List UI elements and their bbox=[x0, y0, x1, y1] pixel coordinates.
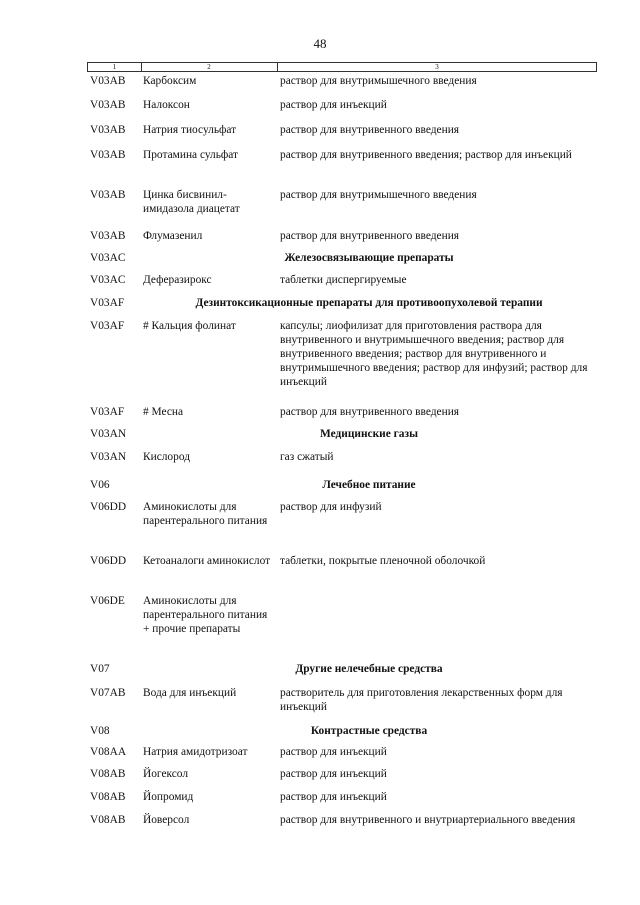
dosage-form: раствор для внутримышечного введения bbox=[280, 189, 477, 201]
atc-code: V08AB bbox=[90, 814, 126, 826]
drug-name: Флумазенил bbox=[143, 230, 203, 242]
atc-code: V03AB bbox=[90, 230, 126, 242]
atc-code: V03AF bbox=[90, 406, 125, 418]
page-number: 48 bbox=[313, 36, 327, 51]
dosage-form: раствор для внутривенного и внутриартериального введения bbox=[280, 814, 576, 826]
atc-code: V06 bbox=[90, 479, 110, 491]
drug-name: Йогексол bbox=[143, 768, 189, 780]
atc-code: V06DD bbox=[90, 501, 127, 513]
drug-name: Натрия амидотризоат bbox=[143, 746, 248, 758]
section-heading: Медицинские газы bbox=[320, 428, 418, 440]
dosage-form: раствор для внутривенного введения; раствор для инъекций bbox=[280, 149, 572, 161]
dosage-form: раствор для инъекций bbox=[280, 768, 387, 780]
atc-code: V08AB bbox=[90, 768, 126, 780]
dosage-form: раствор для инфузий bbox=[280, 501, 382, 513]
atc-code: V03AN bbox=[90, 451, 127, 463]
dosage-form: раствор для внутримышечного введения bbox=[280, 75, 477, 87]
dosage-form: таблетки, покрытые пленочной оболочкой bbox=[280, 555, 486, 567]
drug-name: Налоксон bbox=[143, 99, 190, 111]
dosage-form: газ сжатый bbox=[280, 451, 334, 463]
dosage-form: раствор для внутривенного введения bbox=[280, 230, 460, 242]
drug-name: Цинка бисвинил-имидазола диацетат bbox=[143, 189, 240, 215]
drug-name: # Месна bbox=[143, 406, 184, 418]
drug-name: Аминокислоты для парентерального питания bbox=[143, 501, 268, 527]
drug-name: Карбоксим bbox=[143, 75, 197, 87]
dosage-form: раствор для инъекций bbox=[280, 746, 387, 758]
atc-code: V03AC bbox=[90, 252, 126, 264]
dosage-form: раствор для инъекций bbox=[280, 99, 387, 111]
drug-name: Йоверсол bbox=[143, 814, 190, 826]
drug-name: Деферазирокс bbox=[143, 274, 212, 286]
column-header-3: 3 bbox=[435, 63, 439, 71]
drug-name: Протамина сульфат bbox=[143, 149, 239, 161]
column-header-1: 1 bbox=[112, 63, 117, 71]
atc-code: V08AB bbox=[90, 791, 126, 803]
column-header-2: 2 bbox=[207, 63, 211, 71]
atc-code: V03AB bbox=[90, 189, 126, 201]
atc-code: V03AF bbox=[90, 297, 125, 309]
atc-code: V03AN bbox=[90, 428, 127, 440]
dosage-form: раствор для внутривенного введения bbox=[280, 406, 460, 418]
drug-name: Кетоаналоги аминокислот bbox=[143, 555, 271, 567]
dosage-form: растворитель для приготовления лекарственных форм для инъекций bbox=[280, 687, 563, 713]
drug-name: Вода для инъекций bbox=[143, 687, 237, 699]
atc-code: V08AA bbox=[90, 746, 127, 758]
column-header-row bbox=[87, 62, 597, 72]
drug-name: # Кальция фолинат bbox=[143, 320, 236, 332]
drug-name: Йопромид bbox=[143, 791, 194, 803]
atc-code: V03AB bbox=[90, 75, 126, 87]
atc-code: V07AB bbox=[90, 687, 126, 699]
atc-code: V03AC bbox=[90, 274, 126, 286]
section-heading: Железосвязывающие препараты bbox=[284, 252, 454, 264]
atc-code: V03AB bbox=[90, 99, 126, 111]
dosage-form: капсулы; лиофилизат для приготовления раствора для внутривенного и внутримышечного введения; раствор для внутривенного введения; раствор для внутривенного и внутримышечного введения; раствор для инфузий; раствор для инъекций bbox=[280, 320, 588, 388]
atc-code: V07 bbox=[90, 663, 110, 675]
section-heading: Лечебное питание bbox=[322, 479, 416, 491]
atc-code: V03AB bbox=[90, 124, 126, 136]
dosage-form: раствор для внутривенного введения bbox=[280, 124, 460, 136]
atc-code: V03AB bbox=[90, 149, 126, 161]
section-heading: Контрастные средства bbox=[310, 725, 428, 737]
atc-code: V08 bbox=[90, 725, 110, 737]
atc-code: V03AF bbox=[90, 320, 125, 332]
dosage-form: раствор для инъекций bbox=[280, 791, 387, 803]
dosage-form: таблетки диспергируемые bbox=[280, 274, 407, 286]
drug-name: Кислород bbox=[143, 451, 190, 463]
section-heading: Другие нелечебные средства bbox=[295, 663, 443, 675]
drug-name: Натрия тиосульфат bbox=[143, 124, 237, 136]
atc-code: V06DD bbox=[90, 555, 127, 567]
atc-code: V06DE bbox=[90, 595, 125, 607]
drug-name: Аминокислоты для парентерального питания + прочие препараты bbox=[143, 595, 268, 635]
section-heading: Дезинтоксикационные препараты для противоопухолевой терапии bbox=[195, 297, 543, 309]
